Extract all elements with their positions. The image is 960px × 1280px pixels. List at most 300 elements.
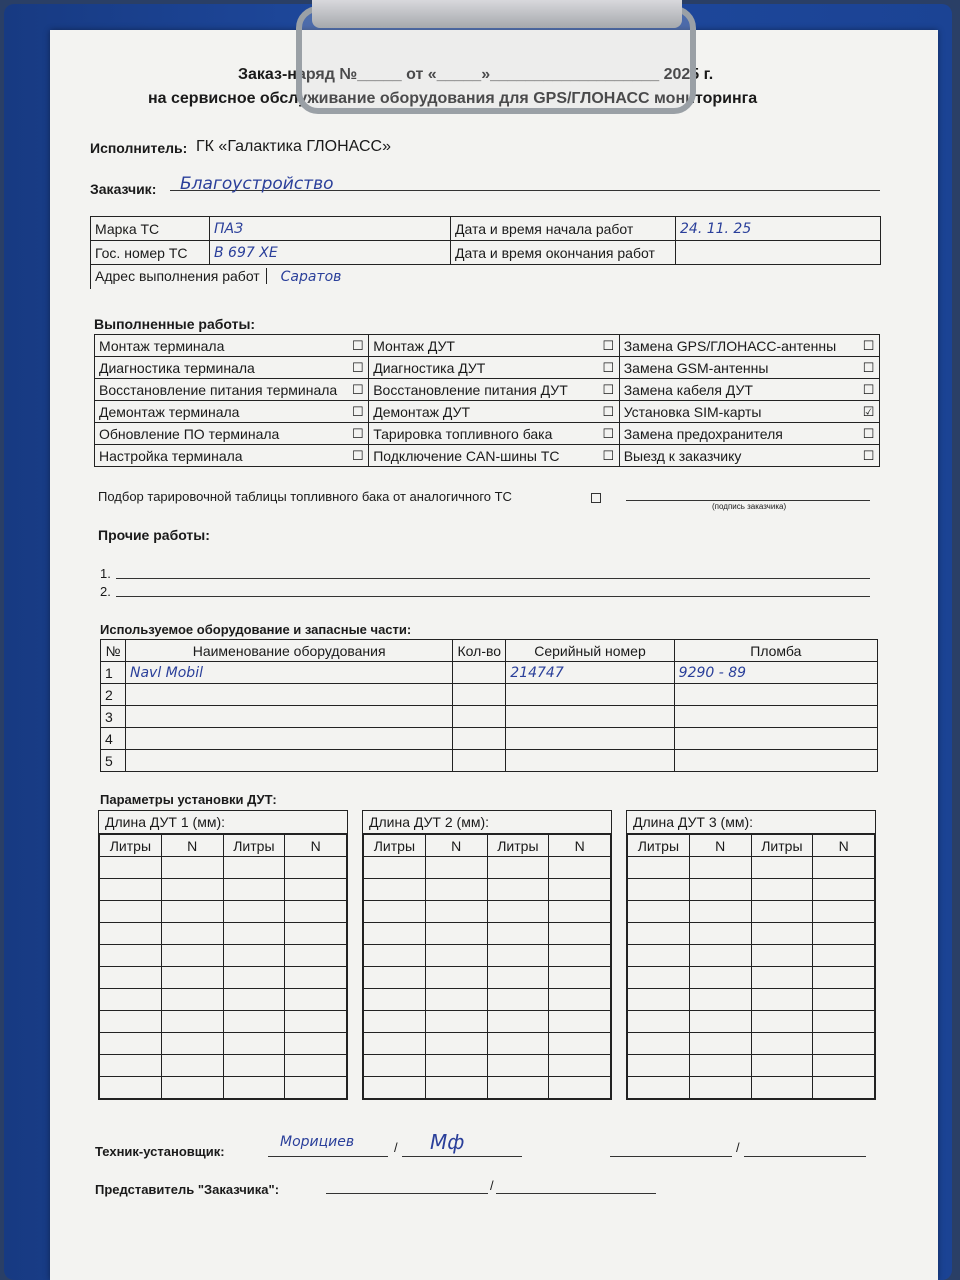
work-item-label: Демонтаж терминала [95,401,348,423]
table-row [101,728,878,750]
dut-length-label: Длина ДУТ 3 (мм): [627,811,875,834]
table-row [364,1055,611,1077]
tech-signature: Мф [430,1130,465,1154]
dut-cell[interactable] [813,923,875,945]
equipment-cell [674,750,877,772]
dut-cell[interactable] [751,923,813,945]
dut-cell[interactable] [689,967,751,989]
dut-table [363,834,611,1099]
dut-cell[interactable] [751,1011,813,1033]
dut-cell[interactable] [100,1033,162,1055]
dut-cell[interactable] [689,989,751,1011]
dut-cell[interactable] [487,1011,549,1033]
work-item-label: Замена GPS/ГЛОНАСС-антенны [619,335,858,357]
dut-cell[interactable] [487,923,549,945]
dut-cell[interactable] [425,967,487,989]
dut-cell[interactable] [751,1055,813,1077]
other-work-2-line[interactable] [116,596,870,597]
dut-cell[interactable] [364,901,426,923]
dut-length-label: Длина ДУТ 2 (мм): [363,811,611,834]
dut-cell[interactable] [364,945,426,967]
dut-cell[interactable] [813,1011,875,1033]
table-row [628,857,875,879]
table-row [364,989,611,1011]
dut-cell[interactable] [223,1011,285,1033]
dut-column-header: N [689,835,751,857]
start-value: 24. 11. 25 [676,217,881,241]
equipment-cell: 9290 - 89 [674,662,877,684]
dut-cell[interactable] [628,857,690,879]
dut-cell[interactable] [689,1077,751,1099]
dut-cell[interactable] [813,967,875,989]
dut-cell[interactable] [100,1077,162,1099]
dut-cell[interactable] [223,945,285,967]
dut-cell[interactable] [689,857,751,879]
work-item-checkbox[interactable]: ☐ [348,423,369,445]
dut-cell[interactable] [487,901,549,923]
dut-cell[interactable] [689,1033,751,1055]
dut-cell[interactable] [100,857,162,879]
table-row [100,1033,347,1055]
dut-cell[interactable] [689,901,751,923]
dut-cell[interactable] [813,1077,875,1099]
tech-label: Техник-установщик: [95,1144,225,1159]
dut-cell[interactable] [628,945,690,967]
dut-cell[interactable] [364,1011,426,1033]
dut-table [99,834,347,1099]
equipment-cell: 3 [101,706,126,728]
table-row [364,1011,611,1033]
equipment-table [100,639,878,772]
table-row [100,1055,347,1077]
end-label: Дата и время окончания работ [451,241,676,265]
customer-value: Благоустройство [180,174,334,194]
table-row [100,857,347,879]
work-item-label: Подключение CAN-шины ТС [369,445,598,467]
work-item-checkbox[interactable]: ☐ [598,401,619,423]
equipment-header-cell: Пломба [674,640,877,662]
dut-cell[interactable] [751,989,813,1011]
dut-cell[interactable] [100,1011,162,1033]
tech-name: Морициев [280,1134,355,1150]
dut-cell[interactable] [425,1055,487,1077]
brand-value: ПАЗ [210,217,451,241]
equipment-cell: Navl Mobil [125,662,452,684]
dut-cell[interactable] [161,1077,223,1099]
table-row [100,923,347,945]
work-item-checkbox[interactable]: ☐ [858,445,879,467]
work-item-label: Замена GSM-антенны [619,357,858,379]
equipment-cell [453,728,506,750]
equipment-cell: 214747 [506,662,674,684]
sign-line-4 [744,1156,866,1157]
dut-cell[interactable] [751,945,813,967]
table-row [101,706,878,728]
equipment-cell [453,684,506,706]
tech-sign-line [402,1156,522,1157]
dut-cell[interactable] [425,989,487,1011]
dut-cell[interactable] [628,879,690,901]
customer-sign-line [626,500,870,501]
dut-cell[interactable] [689,1055,751,1077]
brand-label: Марка ТС [91,217,210,241]
table-row [628,945,875,967]
work-item-label: Восстановление питания терминала [95,379,348,401]
order-form-sheet [50,30,938,1280]
dut-cell[interactable] [223,1077,285,1099]
work-item-label: Настройка терминала [95,445,348,467]
work-item-checkbox[interactable]: ☐ [858,357,879,379]
dut-cell[interactable] [100,879,162,901]
dut-cell[interactable] [487,857,549,879]
table-row [100,989,347,1011]
dut-cell[interactable] [549,857,611,879]
start-label: Дата и время начала работ [451,217,676,241]
equipment-cell [506,706,674,728]
table-row [101,750,878,772]
dut-column-header: Литры [223,835,285,857]
dut-cell[interactable] [425,1033,487,1055]
dut-cell[interactable] [628,1077,690,1099]
table-row [100,945,347,967]
dut-cell[interactable] [364,923,426,945]
work-item-label: Установка SIM-карты [619,401,858,423]
work-item-label: Диагностика ДУТ [369,357,598,379]
dut-cell[interactable] [285,1077,347,1099]
table-row [101,684,878,706]
dut-cell[interactable] [689,945,751,967]
dut-cell[interactable] [751,967,813,989]
equipment-cell [506,750,674,772]
dut-column-header: Литры [628,835,690,857]
dut-cell[interactable] [549,879,611,901]
work-item-checkbox[interactable]: ☐ [348,401,369,423]
dut-cell[interactable] [628,923,690,945]
dut-cell[interactable] [285,857,347,879]
dut-cell[interactable] [100,989,162,1011]
dut-cell[interactable] [223,989,285,1011]
clip-top [312,0,682,28]
works-table [94,334,880,467]
dut-column-header: N [549,835,611,857]
dut-cell[interactable] [813,945,875,967]
equipment-cell [506,728,674,750]
dut-cell[interactable] [285,923,347,945]
dut-cell[interactable] [285,967,347,989]
work-item-label: Демонтаж ДУТ [369,401,598,423]
table-row [364,945,611,967]
dut-block-1 [98,810,348,1100]
works-title: Выполненные работы: [94,316,256,332]
dut-cell[interactable] [813,1033,875,1055]
other-works-title: Прочие работы: [98,527,210,543]
dut-cell[interactable] [425,923,487,945]
dut-cell[interactable] [628,967,690,989]
dut-cell[interactable] [628,901,690,923]
dut-cell[interactable] [161,1033,223,1055]
table-row [100,967,347,989]
table-row [628,923,875,945]
equipment-cell [674,706,877,728]
dut-cell[interactable] [628,1055,690,1077]
vehicle-info-table [90,216,881,289]
tariff-label: Подбор тарировочной таблицы топливного бака от аналогичного ТС [98,489,512,504]
dut-cell[interactable] [364,879,426,901]
dut-cell[interactable] [487,967,549,989]
dut-column-header: N [285,835,347,857]
sign-line-3 [610,1156,732,1157]
equipment-header-cell: Кол-во [453,640,506,662]
form-title: Заказ-наряд №_____ от «_____»___________________ 2025 г. [238,66,714,83]
dut-table [627,834,875,1099]
dut-cell[interactable] [751,857,813,879]
work-item-checkbox[interactable]: ☐ [858,379,879,401]
work-item-checkbox[interactable]: ☐ [858,335,879,357]
dut-cell[interactable] [223,1033,285,1055]
equipment-cell [453,662,506,684]
table-row [100,879,347,901]
table-row [101,662,878,684]
work-item-label: Тарировка топливного бака [369,423,598,445]
work-item-label: Замена предохранителя [619,423,858,445]
rep-label: Представитель "Заказчика": [95,1182,280,1197]
dut-cell[interactable] [689,923,751,945]
dut-cell[interactable] [487,1077,549,1099]
dut-cell[interactable] [285,879,347,901]
dut-cell[interactable] [425,1011,487,1033]
dut-cell[interactable] [100,901,162,923]
equipment-header-cell: Серийный номер [506,640,674,662]
table-row [628,1033,875,1055]
table-row [628,967,875,989]
slash-2: / [736,1140,740,1155]
table-row [100,901,347,923]
dut-cell[interactable] [161,989,223,1011]
equipment-cell [125,750,452,772]
dut-cell[interactable] [549,989,611,1011]
work-item-checkbox[interactable]: ☐ [858,423,879,445]
work-item-checkbox[interactable]: ☐ [598,379,619,401]
rep-line-2 [496,1193,656,1194]
dut-block-3 [626,810,876,1100]
dut-cell[interactable] [487,1055,549,1077]
table-row [364,967,611,989]
dut-cell[interactable] [100,1055,162,1077]
table-row [628,1011,875,1033]
equipment-cell [453,750,506,772]
dut-cell[interactable] [223,901,285,923]
dut-cell[interactable] [813,1055,875,1077]
table-row [364,879,611,901]
other-work-2-label: 2. [100,584,111,599]
dut-cell[interactable] [285,989,347,1011]
dut-cell[interactable] [751,901,813,923]
dut-cell[interactable] [549,901,611,923]
equipment-cell [125,728,452,750]
end-value [676,241,881,265]
table-row [364,1077,611,1099]
work-item-checkbox[interactable]: ☐ [348,335,369,357]
table-row [364,1033,611,1055]
equipment-cell [674,684,877,706]
dut-cell[interactable] [549,1077,611,1099]
slash-1: / [394,1140,398,1155]
table-row [628,1055,875,1077]
rep-line-1 [326,1193,488,1194]
dut-cell[interactable] [628,1033,690,1055]
table-row [628,1077,875,1099]
dut-cell[interactable] [223,857,285,879]
dut-cell[interactable] [285,945,347,967]
equipment-cell [125,684,452,706]
table-row [628,989,875,1011]
dut-cell[interactable] [549,1033,611,1055]
dut-column-header: N [161,835,223,857]
dut-cell[interactable] [161,923,223,945]
work-item-label: Диагностика терминала [95,357,348,379]
dut-cell[interactable] [161,1011,223,1033]
work-item-label: Восстановление питания ДУТ [369,379,598,401]
table-row [100,1011,347,1033]
executor-label: Исполнитель: [90,140,188,156]
dut-cell[interactable] [425,945,487,967]
dut-cell[interactable] [487,1033,549,1055]
table-row [628,879,875,901]
table-row [100,1077,347,1099]
dut-cell[interactable] [425,901,487,923]
dut-cell[interactable] [285,1011,347,1033]
dut-cell[interactable] [161,879,223,901]
equipment-cell: 1 [101,662,126,684]
dut-cell[interactable] [549,923,611,945]
equipment-cell: 4 [101,728,126,750]
equipment-header-cell: Наименование оборудования [125,640,452,662]
dut-cell[interactable] [223,879,285,901]
dut-cell[interactable] [223,923,285,945]
dut-column-header: Литры [364,835,426,857]
dut-cell[interactable] [425,879,487,901]
plate-label: Гос. номер ТС [91,241,210,265]
dut-cell[interactable] [161,901,223,923]
form-subtitle: на сервисное обслуживание оборудования для GPS/ГЛОНАСС мониторинга [148,90,758,107]
dut-cell[interactable] [813,989,875,1011]
dut-cell[interactable] [364,967,426,989]
work-item-checkbox[interactable]: ☐ [348,445,369,467]
dut-cell[interactable] [285,901,347,923]
table-row [364,857,611,879]
dut-column-header: Литры [100,835,162,857]
other-work-1-label: 1. [100,566,111,581]
dut-column-header: N [813,835,875,857]
executor-value: ГК «Галактика ГЛОНАСС» [196,138,391,155]
dut-cell[interactable] [628,989,690,1011]
tariff-checkbox[interactable] [591,493,601,503]
dut-cell[interactable] [813,879,875,901]
dut-cell[interactable] [813,901,875,923]
table-row [364,923,611,945]
dut-column-header: Литры [751,835,813,857]
dut-cell[interactable] [549,1055,611,1077]
address-value: Саратов [280,269,342,286]
dut-cell[interactable] [161,945,223,967]
dut-cell[interactable] [100,923,162,945]
dut-cell[interactable] [285,1033,347,1055]
dut-cell[interactable] [161,967,223,989]
other-work-1-line[interactable] [116,578,870,579]
dut-cell[interactable] [425,857,487,879]
dut-cell[interactable] [161,1055,223,1077]
dut-cell[interactable] [487,879,549,901]
table-row [364,901,611,923]
sign-caption: (подпись заказчика) [712,502,787,511]
dut-cell[interactable] [223,1055,285,1077]
table-row [628,901,875,923]
dut-cell[interactable] [813,857,875,879]
dut-cell[interactable] [549,945,611,967]
plate-value: В 697 ХЕ [210,241,451,265]
dut-cell[interactable] [751,879,813,901]
dut-cell[interactable] [161,857,223,879]
work-item-checkbox[interactable]: ☐ [598,423,619,445]
work-item-label: Выезд к заказчику [619,445,858,467]
dut-title: Параметры установки ДУТ: [100,792,277,807]
equipment-cell [453,706,506,728]
equipment-cell: 5 [101,750,126,772]
dut-cell[interactable] [364,1055,426,1077]
dut-cell[interactable] [628,1011,690,1033]
work-item-checkbox[interactable]: ☐ [598,357,619,379]
work-item-checkbox[interactable]: ☐ [598,445,619,467]
dut-cell[interactable] [751,1077,813,1099]
dut-cell[interactable] [100,967,162,989]
dut-cell[interactable] [549,967,611,989]
work-item-label: Обновление ПО терминала [95,423,348,445]
dut-column-header: N [425,835,487,857]
equipment-cell [506,684,674,706]
work-item-checkbox[interactable]: ☐ [348,357,369,379]
dut-cell[interactable] [425,1077,487,1099]
dut-cell[interactable] [100,945,162,967]
equipment-cell: 2 [101,684,126,706]
dut-cell[interactable] [487,945,549,967]
tech-name-line [268,1156,388,1157]
work-item-checkbox[interactable]: ☐ [598,335,619,357]
work-item-label: Монтаж ДУТ [369,335,598,357]
dut-cell[interactable] [364,1033,426,1055]
dut-length-label: Длина ДУТ 1 (мм): [99,811,347,834]
dut-cell[interactable] [549,1011,611,1033]
address-label: Адрес выполнения работ [95,268,267,284]
work-item-checkbox[interactable]: ☑ [858,401,879,423]
dut-cell[interactable] [223,967,285,989]
dut-cell[interactable] [285,1055,347,1077]
work-item-checkbox[interactable]: ☐ [348,379,369,401]
dut-cell[interactable] [689,879,751,901]
equipment-cell [674,728,877,750]
equipment-cell [125,706,452,728]
work-item-label: Монтаж терминала [95,335,348,357]
dut-block-2 [362,810,612,1100]
dut-cell[interactable] [364,989,426,1011]
equipment-title: Используемое оборудование и запасные части: [100,622,412,637]
dut-cell[interactable] [751,1033,813,1055]
dut-cell[interactable] [364,857,426,879]
dut-cell[interactable] [487,989,549,1011]
dut-cell[interactable] [364,1077,426,1099]
dut-column-header: Литры [487,835,549,857]
equipment-header-cell: № [101,640,126,662]
dut-cell[interactable] [689,1011,751,1033]
